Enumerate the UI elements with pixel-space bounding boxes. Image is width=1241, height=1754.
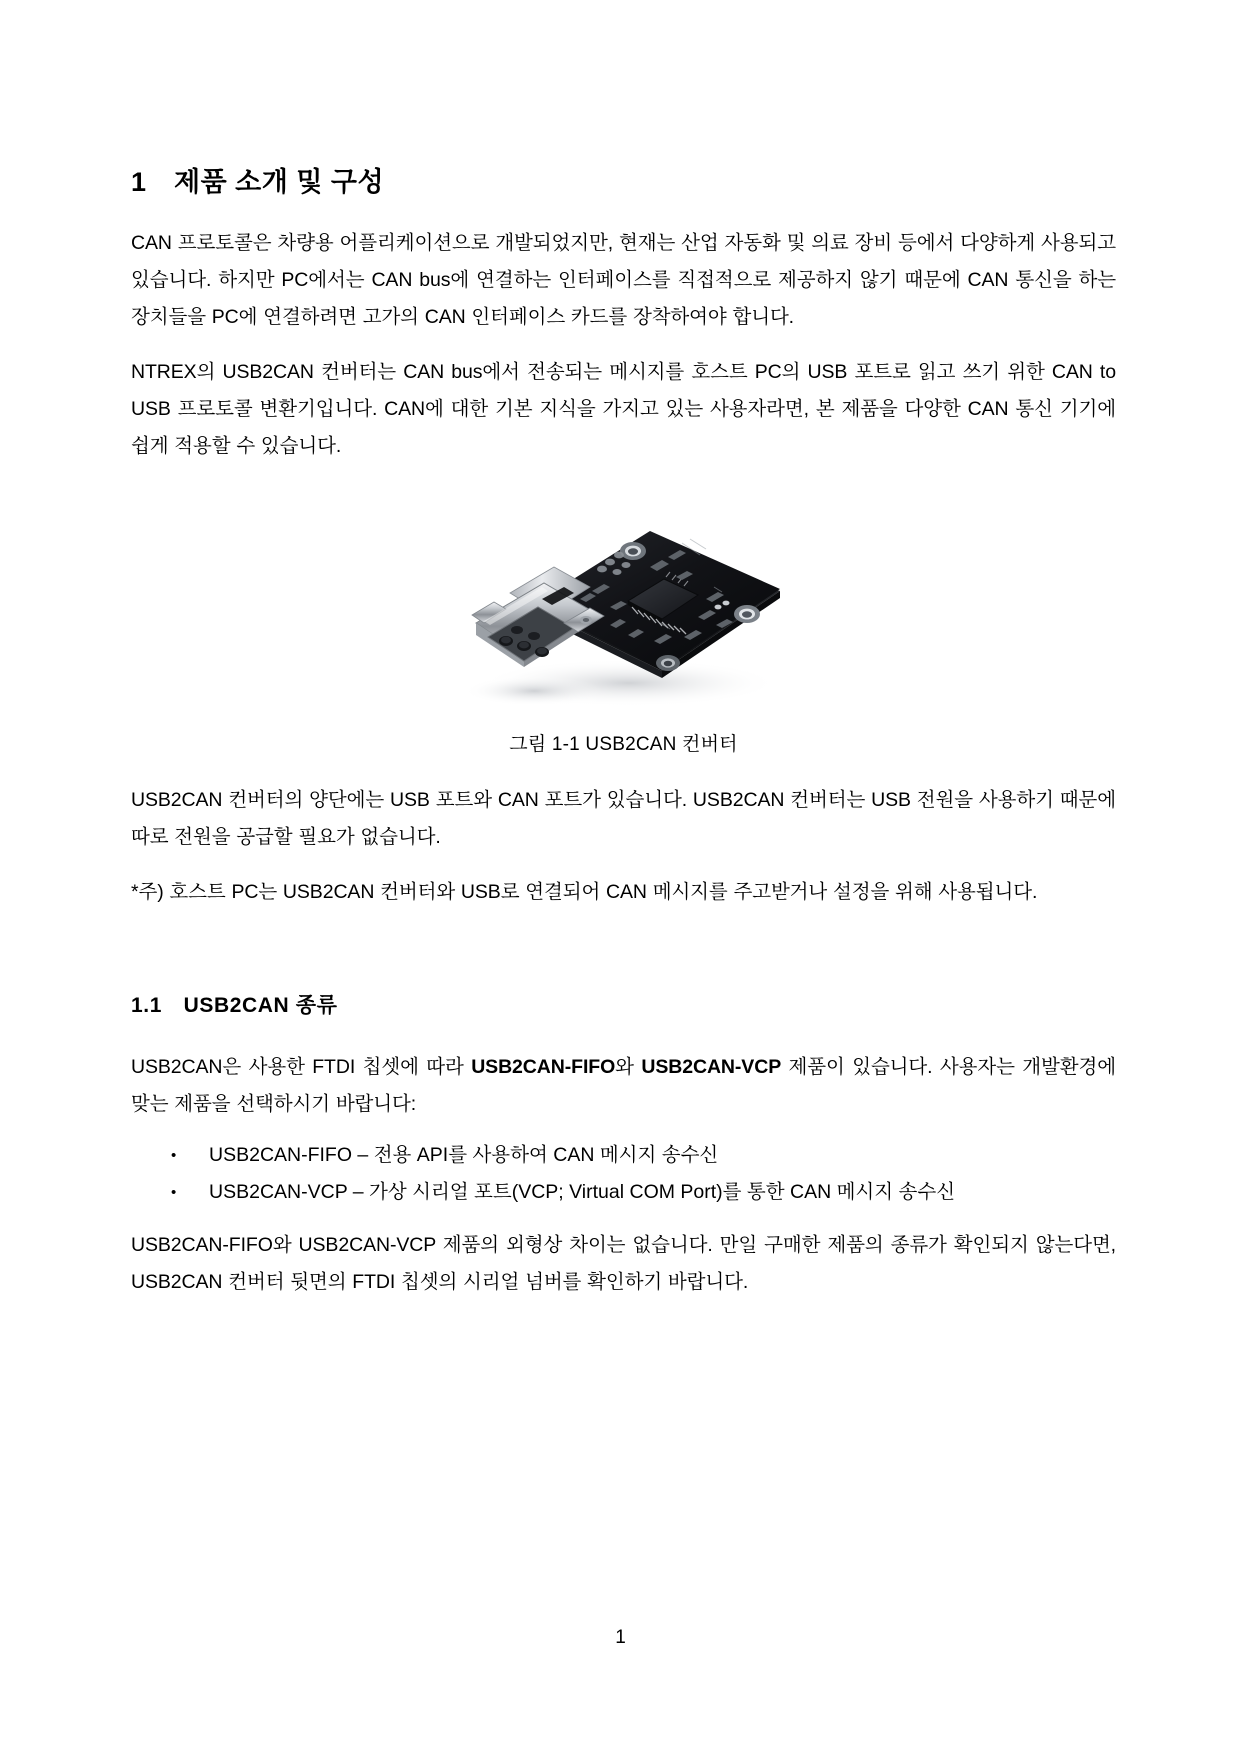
product-name-fifo: USB2CAN-FIFO [471,1056,616,1078]
bullet-icon: • [171,1147,177,1164]
bullet-icon: • [171,1184,177,1201]
page-number: 1 [615,1627,626,1648]
figure-caption: 그림 1-1 USB2CAN 컨버터 [509,734,738,755]
paragraph-usb2can-types [131,1049,1116,1123]
paragraph-intro-1: CAN 프로토콜은 차량용 어플리케이션으로 개발되었지만, 현재는 산업 자동화 및 의료 장비 등에서 다양하게 사용되고 있습니다. 하지만 PC에서는 CAN bus에 연결하는 인터페이스를 직접적으로 제공하지 않기 때문에 CAN 통신을 하는 장치들을 PC에 연결하려면 고가의 CAN 인터페이스 카드를 장착하여야 합니다. [131,232,1116,328]
section-heading-1-1: 1.1 USB2CAN 종류 [131,994,338,1017]
figure-usb2can-converter [131,495,1116,756]
list-item-label: USB2CAN-FIFO – 전용 API를 사용하여 CAN 메시지 송수신 [209,1144,719,1166]
page-title: 1 제품 소개 및 구성 [131,167,385,197]
list-item [131,1174,1116,1211]
paragraph-intro-2: NTREX의 USB2CAN 컨버터는 CAN bus에서 전송되는 메시지를 호스트 PC의 USB 포트로 읽고 쓰기 위한 CAN to USB 프로토콜 변환기입니다. CAN에 대한 기본 지식을 가지고 있는 사용자라면, 본 제품을 다양한 CAN 통신 기기에 쉽게 적용할 수 있습니다. [131,361,1116,457]
product-photo [414,495,834,710]
product-type-list [131,1137,1116,1211]
types-intro-part2: 와 [615,1056,642,1078]
list-item [131,1137,1116,1174]
list-item-label: USB2CAN-VCP – 가상 시리얼 포트(VCP; Virtual COM Port)를 통한 CAN 메시지 송수신 [209,1181,956,1203]
paragraph-ports: USB2CAN 컨버터의 양단에는 USB 포트와 CAN 포트가 있습니다. USB2CAN 컨버터는 USB 전원을 사용하기 때문에 따로 전원을 공급할 필요가 없습니다. [131,789,1116,848]
types-intro-part1: USB2CAN은 사용한 FTDI 칩셋에 따라 [131,1056,472,1078]
paragraph-note: *주) 호스트 PC는 USB2CAN 컨버터와 USB로 연결되어 CAN 메시지를 주고받거나 설정을 위해 사용됩니다. [131,881,1038,903]
usb2can-board-image [414,495,834,710]
paragraph-types-note: USB2CAN-FIFO와 USB2CAN-VCP 제품의 외형상 차이는 없습니다. 만일 구매한 제품의 종류가 확인되지 않는다면, USB2CAN 컨버터 뒷면의 FTDI 칩셋의 시리얼 넘버를 확인하기 바랍니다. [131,1234,1116,1293]
types-intro-part3: 제품이 있습니다. 사용자는 개발환경에 맞는 제품을 선택하시기 바랍니다: [131,1056,1116,1115]
product-name-vcp: USB2CAN-VCP [641,1056,782,1078]
body-flow [131,225,1116,1301]
